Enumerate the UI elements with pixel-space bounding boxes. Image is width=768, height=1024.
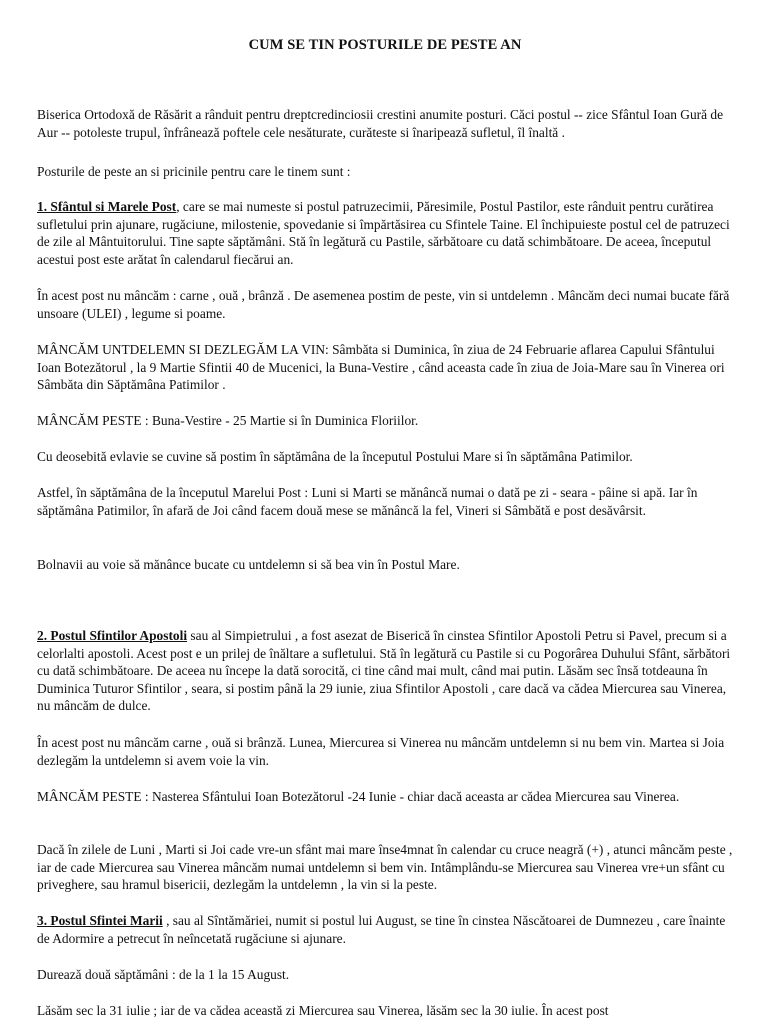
paragraph-text: , sau al Sîntămăriei, numit si postul lui August, se tine în cinstea Născătoarei de Dumnezeu , care înainte de Adormire a petrecut în neîncetată rugăciune si ajunare. [37,913,726,946]
paragraph-fish [37,412,733,430]
paragraph-text: sau al Simpietrului , a fost asezat de Biserică în cinstea Sfintilor Apostoli Petru si Pavel, precum si a celorlalti apostoli. Acest post e un prilej de înăltare a sufletului. Stă în legătură cu Pastile si cu Pogorârea Duhului Sfânt, sărbători cu dată schimbătoare. De aceea nu începe la dată sorocită, ci tine când mai mult, când mai putin. Lăsăm sec însă totdeauna în Duminica Tuturor Sfintilor , seara, si postim până la 29 iunie, ziua Sfintilor Apostoli , care dacă va cădea Miercurea sau Vinerea, nu mâncăm de dulce. [37,628,731,714]
paragraph-text: Bolnavii au voie să mănânce bucate cu untdelemn si să bea vin în Postul Mare. [37,557,460,572]
paragraph-text: Dacă în zilele de Luni , Marti si Joi cade vre-un sfânt mai mare înse4mnat în calendar cu cruce neagră (+) , atunci mâncăm peste , iar de cade Miercurea sau Vinerea mâncăm numai untdelemn si bem vin. Intâmplându-se Miercurea sau Vinerea vre+un sfânt cu priveghere, sau hramul bisericii, dezlegăm la untdelemn , la vin si la peste. [37,842,733,893]
paragraph-text: , care se mai numeste si postul patruzecimii, Păresimile, Postul Pastilor, este rânduit pentru curătirea sufletului prin ajunare, rugăciune, milostenie, spovedanie si împărtăsirea cu Sfintele Taine. El închipuieste postul cel de patruzeci de zile al Mântuitorului. Tine sapte săptămâni. Stă în legătură cu Pastile, sărbătoare cu dată schimbătoare. De aceea, începutul acestui post este arătat în calendarul fiecărui an. [37,199,730,267]
paragraph-text: În acest post nu mâncăm : carne , ouă , brânză . De asemenea postim de peste, vin si untdelemn . Mâncăm deci numai bucate fără unsoare (ULEI) , legume si poame. [37,288,730,321]
paragraph-dormition-fast [37,912,733,947]
paragraph-duration [37,966,733,984]
paragraph-intro [37,106,733,141]
paragraph-oil-wine [37,341,733,394]
paragraph-text: Cu deosebită evlavie se cuvine să postim în săptămâna de la începutul Postului Mare si în săptămâna Patimilor. [37,449,633,464]
paragraph-apostles-fish [37,788,733,806]
paragraph-text: Astfel, în săptămâna de la începutul Marelui Post : Luni si Marti se mănâncă numai o dată pe zi - seara - pâine si apă. Iar în săptămâna Patimilor, în afară de Joi când facem două mese se mănâncă la fel, Vineri si Sâmbătă e post desăvârsit. [37,485,698,518]
paragraph-text: Lăsăm sec la 31 iulie ; iar de va cădea această zi Miercurea sau Vinerea, lăsăm sec la 30 iulie. În acest post [37,1003,609,1018]
paragraph-saints-days [37,841,733,894]
paragraph-apostles-fast [37,627,733,715]
section-heading-dormition-fast: 3. Postul Sfintei Marii [37,913,163,928]
paragraph-great-lent [37,198,733,268]
paragraph-posts-list [37,163,733,181]
paragraph-first-week [37,484,733,519]
paragraph-text: MÂNCĂM UNTDELEMN SI DEZLEGĂM LA VIN: Sâmbăta si Duminica, în ziua de 24 Februarie aflarea Capului Sfântului Ioan Botezătorul , la 9 Martie Sfintii 40 de Mucenici, la Buna-Vestire , când aceasta cade în ziua de Joia-Mare sau în Vinerea ori Sâmbăta din Săptămâna Patimilor . [37,342,725,393]
paragraph-apostles-food [37,734,733,769]
paragraph-text: MÂNCĂM PESTE : Nasterea Sfântului Ioan Botezătorul -24 Iunie - chiar dacă aceasta ar cădea Miercurea sau Vinerea. [37,789,680,804]
paragraph-great-lent-food [37,287,733,322]
document-title: CUM SE TIN POSTURILE DE PESTE AN [248,37,522,53]
paragraph-start [37,1002,733,1020]
paragraph-text: În acest post nu mâncăm carne , ouă si brânză. Lunea, Miercurea si Vinerea nu mâncăm untdelemn si nu bem vin. Martea si Joia dezlegăm la untdelemn si avem voie la vin. [37,735,725,768]
paragraph-text: MÂNCĂM PESTE : Buna-Vestire - 25 Martie si în Duminica Floriilor. [37,413,419,428]
paragraph-text: Durează două săptămâni : de la 1 la 15 August. [37,967,290,982]
section-heading-apostles-fast: 2. Postul Sfintilor Apostoli [37,628,188,643]
section-heading-great-lent: 1. Sfântul si Marele Post [37,199,177,214]
paragraph-devotion [37,448,733,466]
paragraph-text: Biserica Ortodoxă de Răsărit a rânduit pentru dreptcredinciosii crestini anumite posturi. Căci postul -- zice Sfântul Ioan Gură de Aur -- potoleste trupul, înfrânează poftele cele nesăturate, curăteste si înaripează sufletul, îl înaltă . [37,107,724,140]
paragraph-sick [37,556,733,574]
paragraph-text: Posturile de peste an si pricinile pentru care le tinem sunt : [37,164,351,179]
